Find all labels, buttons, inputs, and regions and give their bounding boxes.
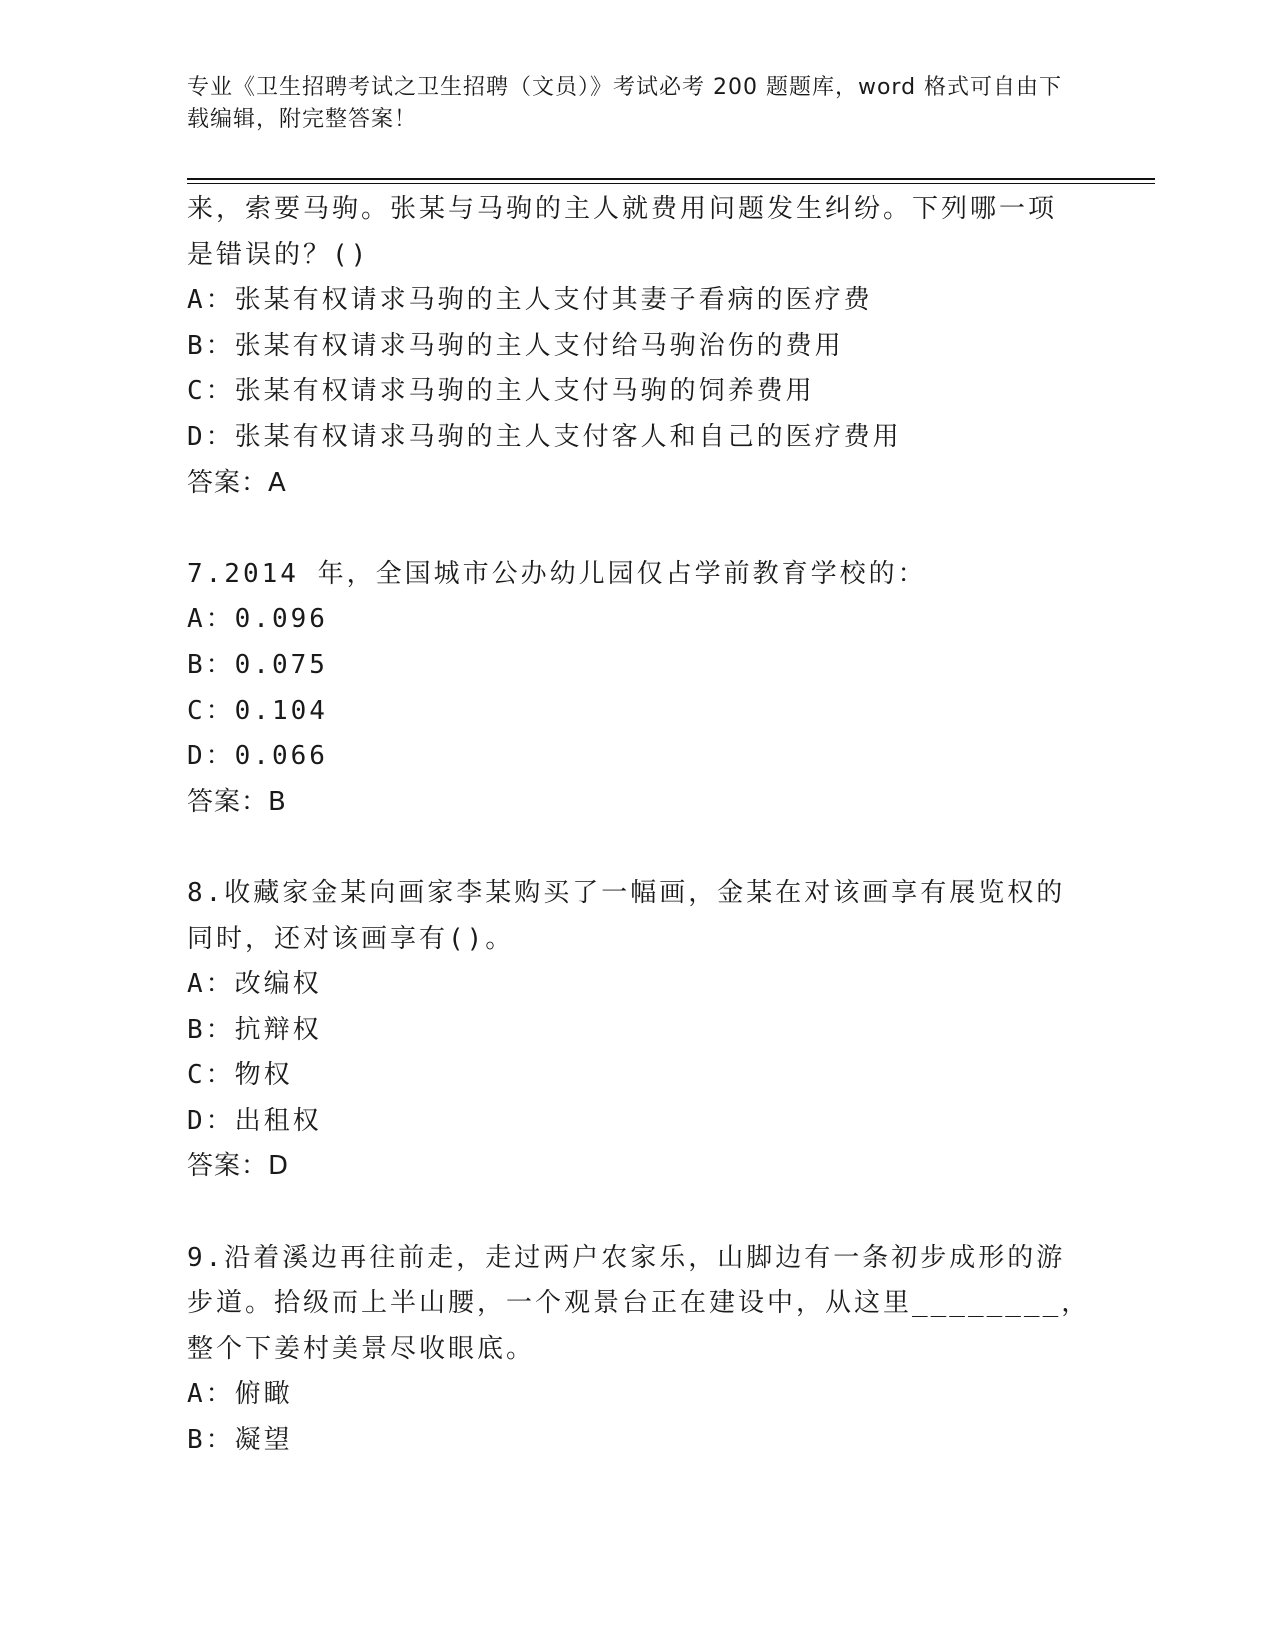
spacer bbox=[187, 506, 1067, 552]
question-prev bbox=[187, 187, 1067, 506]
answer-line: 答案：A bbox=[187, 467, 287, 498]
option-a: A：俯瞰 bbox=[187, 1379, 293, 1410]
question-stem-line: 步道。拾级而上半山腰，一个观景台正在建设中，从这里________， bbox=[187, 1288, 1091, 1319]
question-stem-line: 整个下姜村美景尽收眼底。 bbox=[187, 1333, 536, 1364]
option-c: C：张某有权请求马驹的主人支付马驹的饲养费用 bbox=[187, 376, 815, 407]
header-divider-thick bbox=[187, 178, 1155, 180]
question-stem-line: 来，索要马驹。张某与马驹的主人就费用问题发生纠纷。下列哪一项 bbox=[187, 194, 1058, 224]
option-c: C：物权 bbox=[187, 1060, 293, 1091]
option-b: B：抗辩权 bbox=[187, 1014, 322, 1045]
option-a: A：改编权 bbox=[187, 969, 322, 1000]
option-a: A：张某有权请求马驹的主人支付其妻子看病的医疗费 bbox=[187, 285, 873, 316]
option-b: B：0.075 bbox=[187, 649, 328, 680]
option-c: C：0.104 bbox=[187, 695, 328, 726]
question-stem-line: 7.2014 年，全国城市公办幼儿园仅占学前教育学校的： bbox=[187, 558, 927, 589]
question-9 bbox=[187, 1236, 1091, 1464]
document-header: 专业《卫生招聘考试之卫生招聘（文员）》考试必考 200 题题库，word 格式可自由下载编辑，附完整答案！ bbox=[187, 75, 1063, 132]
question-8 bbox=[187, 871, 1067, 1190]
question-stem-line: 8.收藏家金某向画家李某购买了一幅画，金某在对该画享有展览权的 bbox=[187, 877, 1066, 908]
option-d: D：0.066 bbox=[187, 741, 328, 772]
spacer bbox=[187, 1190, 1067, 1236]
question-stem-line: 同时，还对该画享有()。 bbox=[187, 923, 515, 954]
option-d: D：张某有权请求马驹的主人支付客人和自己的医疗费用 bbox=[187, 421, 902, 452]
option-b: B：凝望 bbox=[187, 1425, 293, 1456]
header-divider-thin bbox=[187, 183, 1155, 184]
spacer bbox=[187, 825, 1067, 871]
question-stem-line: 9.沿着溪边再往前走，走过两户农家乐，山脚边有一条初步成形的游 bbox=[187, 1242, 1066, 1273]
question-7 bbox=[187, 552, 1067, 826]
question-list bbox=[187, 187, 1091, 1464]
answer-line: 答案：B bbox=[187, 786, 287, 817]
option-b: B：张某有权请求马驹的主人支付给马驹治伤的费用 bbox=[187, 330, 844, 361]
question-stem-line: 是错误的？() bbox=[187, 239, 370, 270]
option-d: D：出租权 bbox=[187, 1105, 322, 1136]
answer-line: 答案：D bbox=[187, 1151, 290, 1182]
option-a: A：0.096 bbox=[187, 604, 328, 635]
